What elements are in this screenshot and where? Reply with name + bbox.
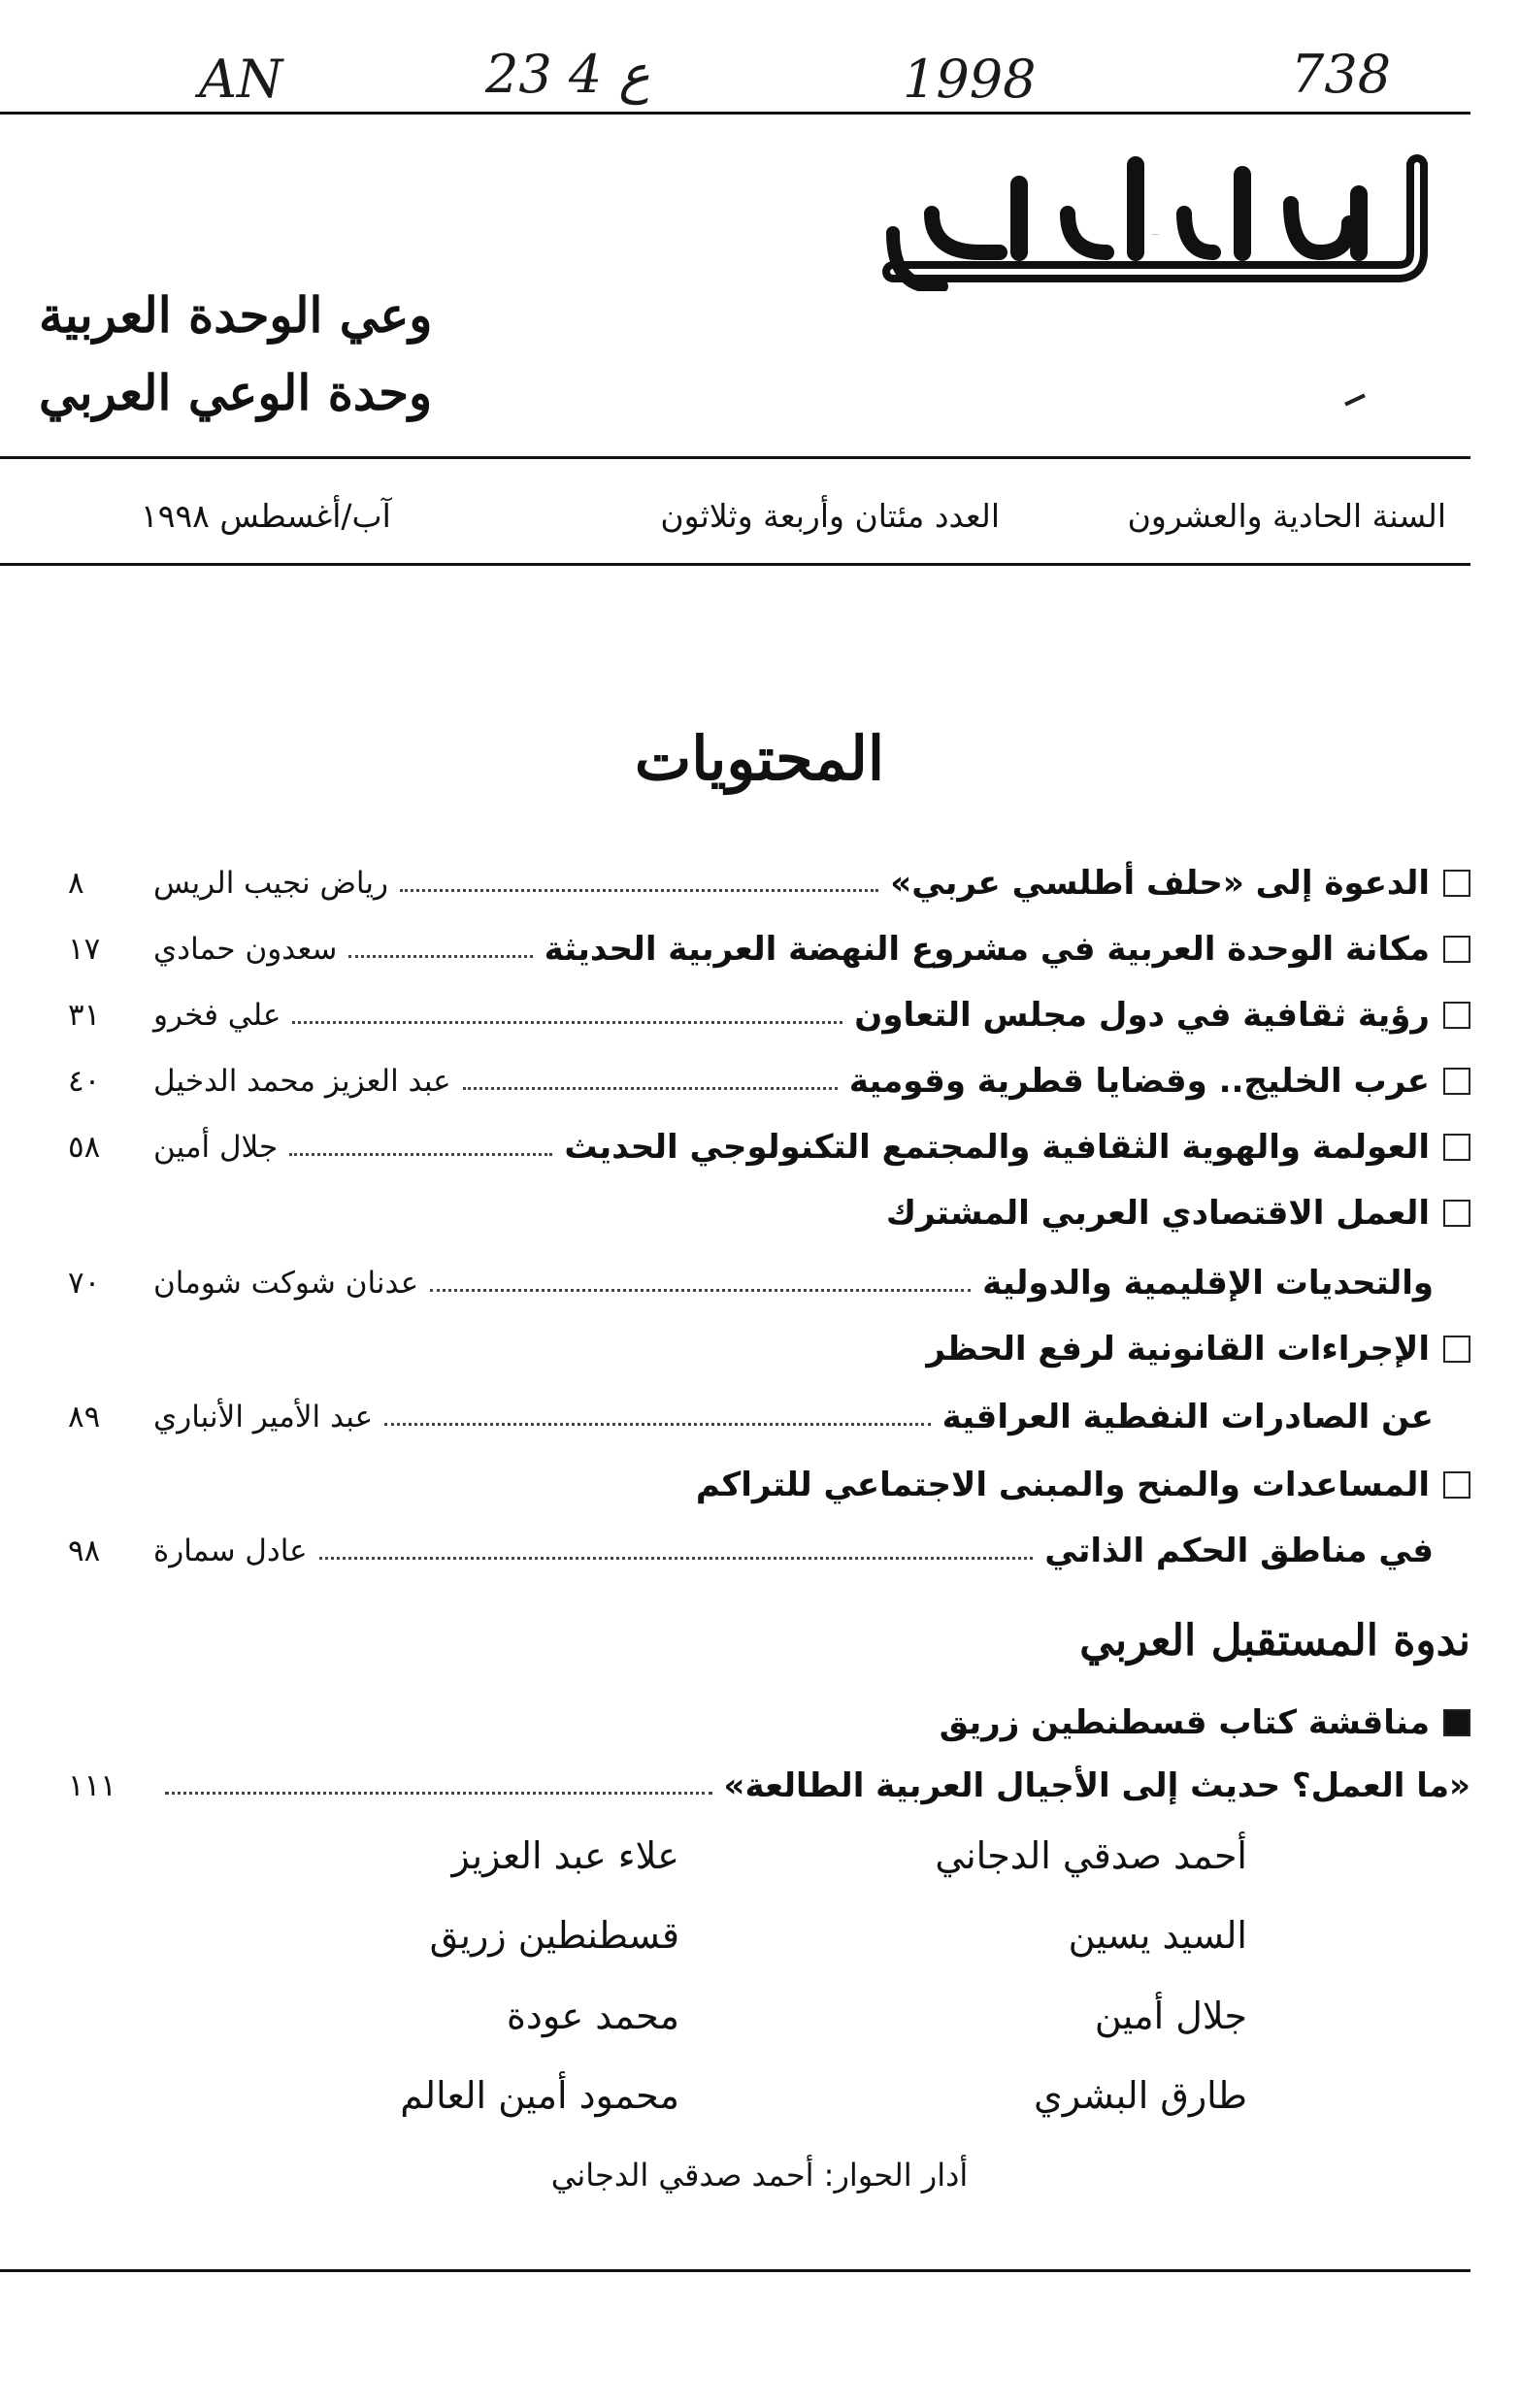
symposium-item[interactable] [68,1694,1470,1752]
handwritten-code-a: AN [199,49,283,110]
toc-row[interactable] [68,1320,1470,1378]
participant: جلال أمين [1094,1995,1247,2037]
leader-dots [400,889,878,892]
page-number: ١١١ [68,1768,116,1803]
article-title: عن الصادرات النفطية العراقية [941,1398,1434,1436]
page-number: ٥٨ [68,1130,101,1165]
logo-text: المستقبل العربي [1151,235,1159,236]
page-number: ٣١ [68,998,101,1033]
participant: قسطنطين زريق [429,1914,679,1957]
article-title: والتحديات الإقليمية والدولية [982,1264,1434,1303]
article-title: في مناطق الحكم الذاتي [1044,1532,1434,1570]
article-title: الإجراءات القانونية لرفع الحظر [926,1330,1430,1369]
issue-year: السنة الحادية والعشرون [1127,497,1446,535]
issue-date: آب/أغسطس ١٩٩٨ [141,497,391,535]
checkbox-icon [1443,1336,1470,1363]
article-title: مكانة الوحدة العربية في مشروع النهضة العربية الحديثة [544,930,1430,969]
toc-row[interactable] [68,1184,1470,1242]
checkbox-icon [1443,1471,1470,1499]
article-author: سعدون حمادي [153,932,338,967]
leader-dots [292,1021,842,1024]
page-number: ٨ [68,866,84,901]
leader-dots [319,1557,1034,1560]
checkbox-icon [1443,1134,1470,1161]
participant: محمد عودة [506,1995,679,2037]
header-rule-bottom [0,563,1470,566]
article-author: علي فخرو [153,998,281,1033]
bullet-square-icon [1443,1709,1470,1736]
page-number: ٤٠ [68,1064,101,1099]
leader-dots [463,1087,838,1090]
article-title: رؤية ثقافية في دول مجلس التعاون [854,996,1430,1035]
leader-dots [289,1153,552,1156]
participant: طارق البشري [1034,2074,1247,2117]
participant: محمود أمين العالم [400,2074,679,2117]
article-author: عبد الأمير الأنباري [153,1400,374,1435]
article-title: المساعدات والمنح والمبنى الاجتماعي للتراكم [695,1466,1430,1504]
moderator-line: أدار الحوار: أحمد صدقي الدجاني [550,2157,969,2194]
article-author: عادل سمارة [153,1534,308,1568]
checkbox-icon [1443,1068,1470,1095]
leader-dots [165,1792,712,1795]
toc-row[interactable] [68,1118,1470,1176]
handwritten-code-b: 23 4 ع [485,44,650,105]
participant: علاء عبد العزيز [451,1834,679,1877]
article-title: الدعوة إلى «حلف أطلسي عربي» [890,864,1430,903]
toc-row-continuation[interactable] [68,1522,1470,1580]
issue-number: العدد مئتان وأربعة وثلاثون [660,497,1000,535]
toc-row[interactable] [68,920,1470,978]
checkbox-icon [1443,1200,1470,1227]
toc-row-continuation[interactable] [68,1388,1470,1446]
participant: السيد يسين [1068,1914,1247,1957]
page-number: ٨٩ [68,1400,101,1435]
toc-row[interactable] [68,986,1470,1044]
top-rule [0,112,1470,115]
slogan-line-1: وعي الوحدة العربية [39,286,433,344]
article-author: جلال أمين [153,1130,279,1165]
toc-row-continuation[interactable] [68,1254,1470,1312]
participant: أحمد صدقي الدجاني [935,1834,1247,1877]
toc-row[interactable] [68,854,1470,912]
article-title: العمل الاقتصادي العربي المشترك [885,1194,1430,1233]
article-title: العولمة والهوية الثقافية والمجتمع التكنولوجي الحديث [564,1128,1430,1167]
leader-dots [384,1423,930,1426]
article-author: رياض نجيب الريس [153,866,388,901]
journal-logo [874,146,1432,291]
toc-row[interactable] [68,1052,1470,1110]
article-author: عبد العزيز محمد الدخيل [153,1064,451,1099]
checkbox-icon [1443,870,1470,897]
header-rule-top [0,456,1470,459]
symposium-subtitle-row[interactable] [68,1757,1470,1815]
checkbox-icon [1443,1002,1470,1029]
slogan-line-2: وحدة الوعي العربي [39,364,433,421]
page-number: ١٧ [68,932,101,967]
handwritten-year: 1998 [903,49,1037,110]
checkbox-icon [1443,936,1470,963]
page-number: ٧٠ [68,1266,101,1301]
contents-title: المحتويات [634,723,885,794]
symposium-subtitle: «ما العمل؟ حديث إلى الأجيال العربية الطالعة» [723,1766,1470,1805]
bottom-rule [0,2269,1470,2272]
toc-row[interactable] [68,1456,1470,1514]
symposium-heading: ندوة المستقبل العربي [1079,1616,1470,1666]
article-title: عرب الخليج.. وقضايا قطرية وقومية [848,1062,1430,1101]
symposium-item-title: مناقشة كتاب قسطنطين زريق [939,1703,1430,1742]
article-author: عدنان شوكت شومان [153,1266,419,1301]
leader-dots [348,955,532,958]
handwritten-number: 738 [1291,44,1392,105]
leader-dots [430,1289,971,1292]
page-number: ٩٨ [68,1534,101,1568]
ink-mark [1344,394,1366,407]
